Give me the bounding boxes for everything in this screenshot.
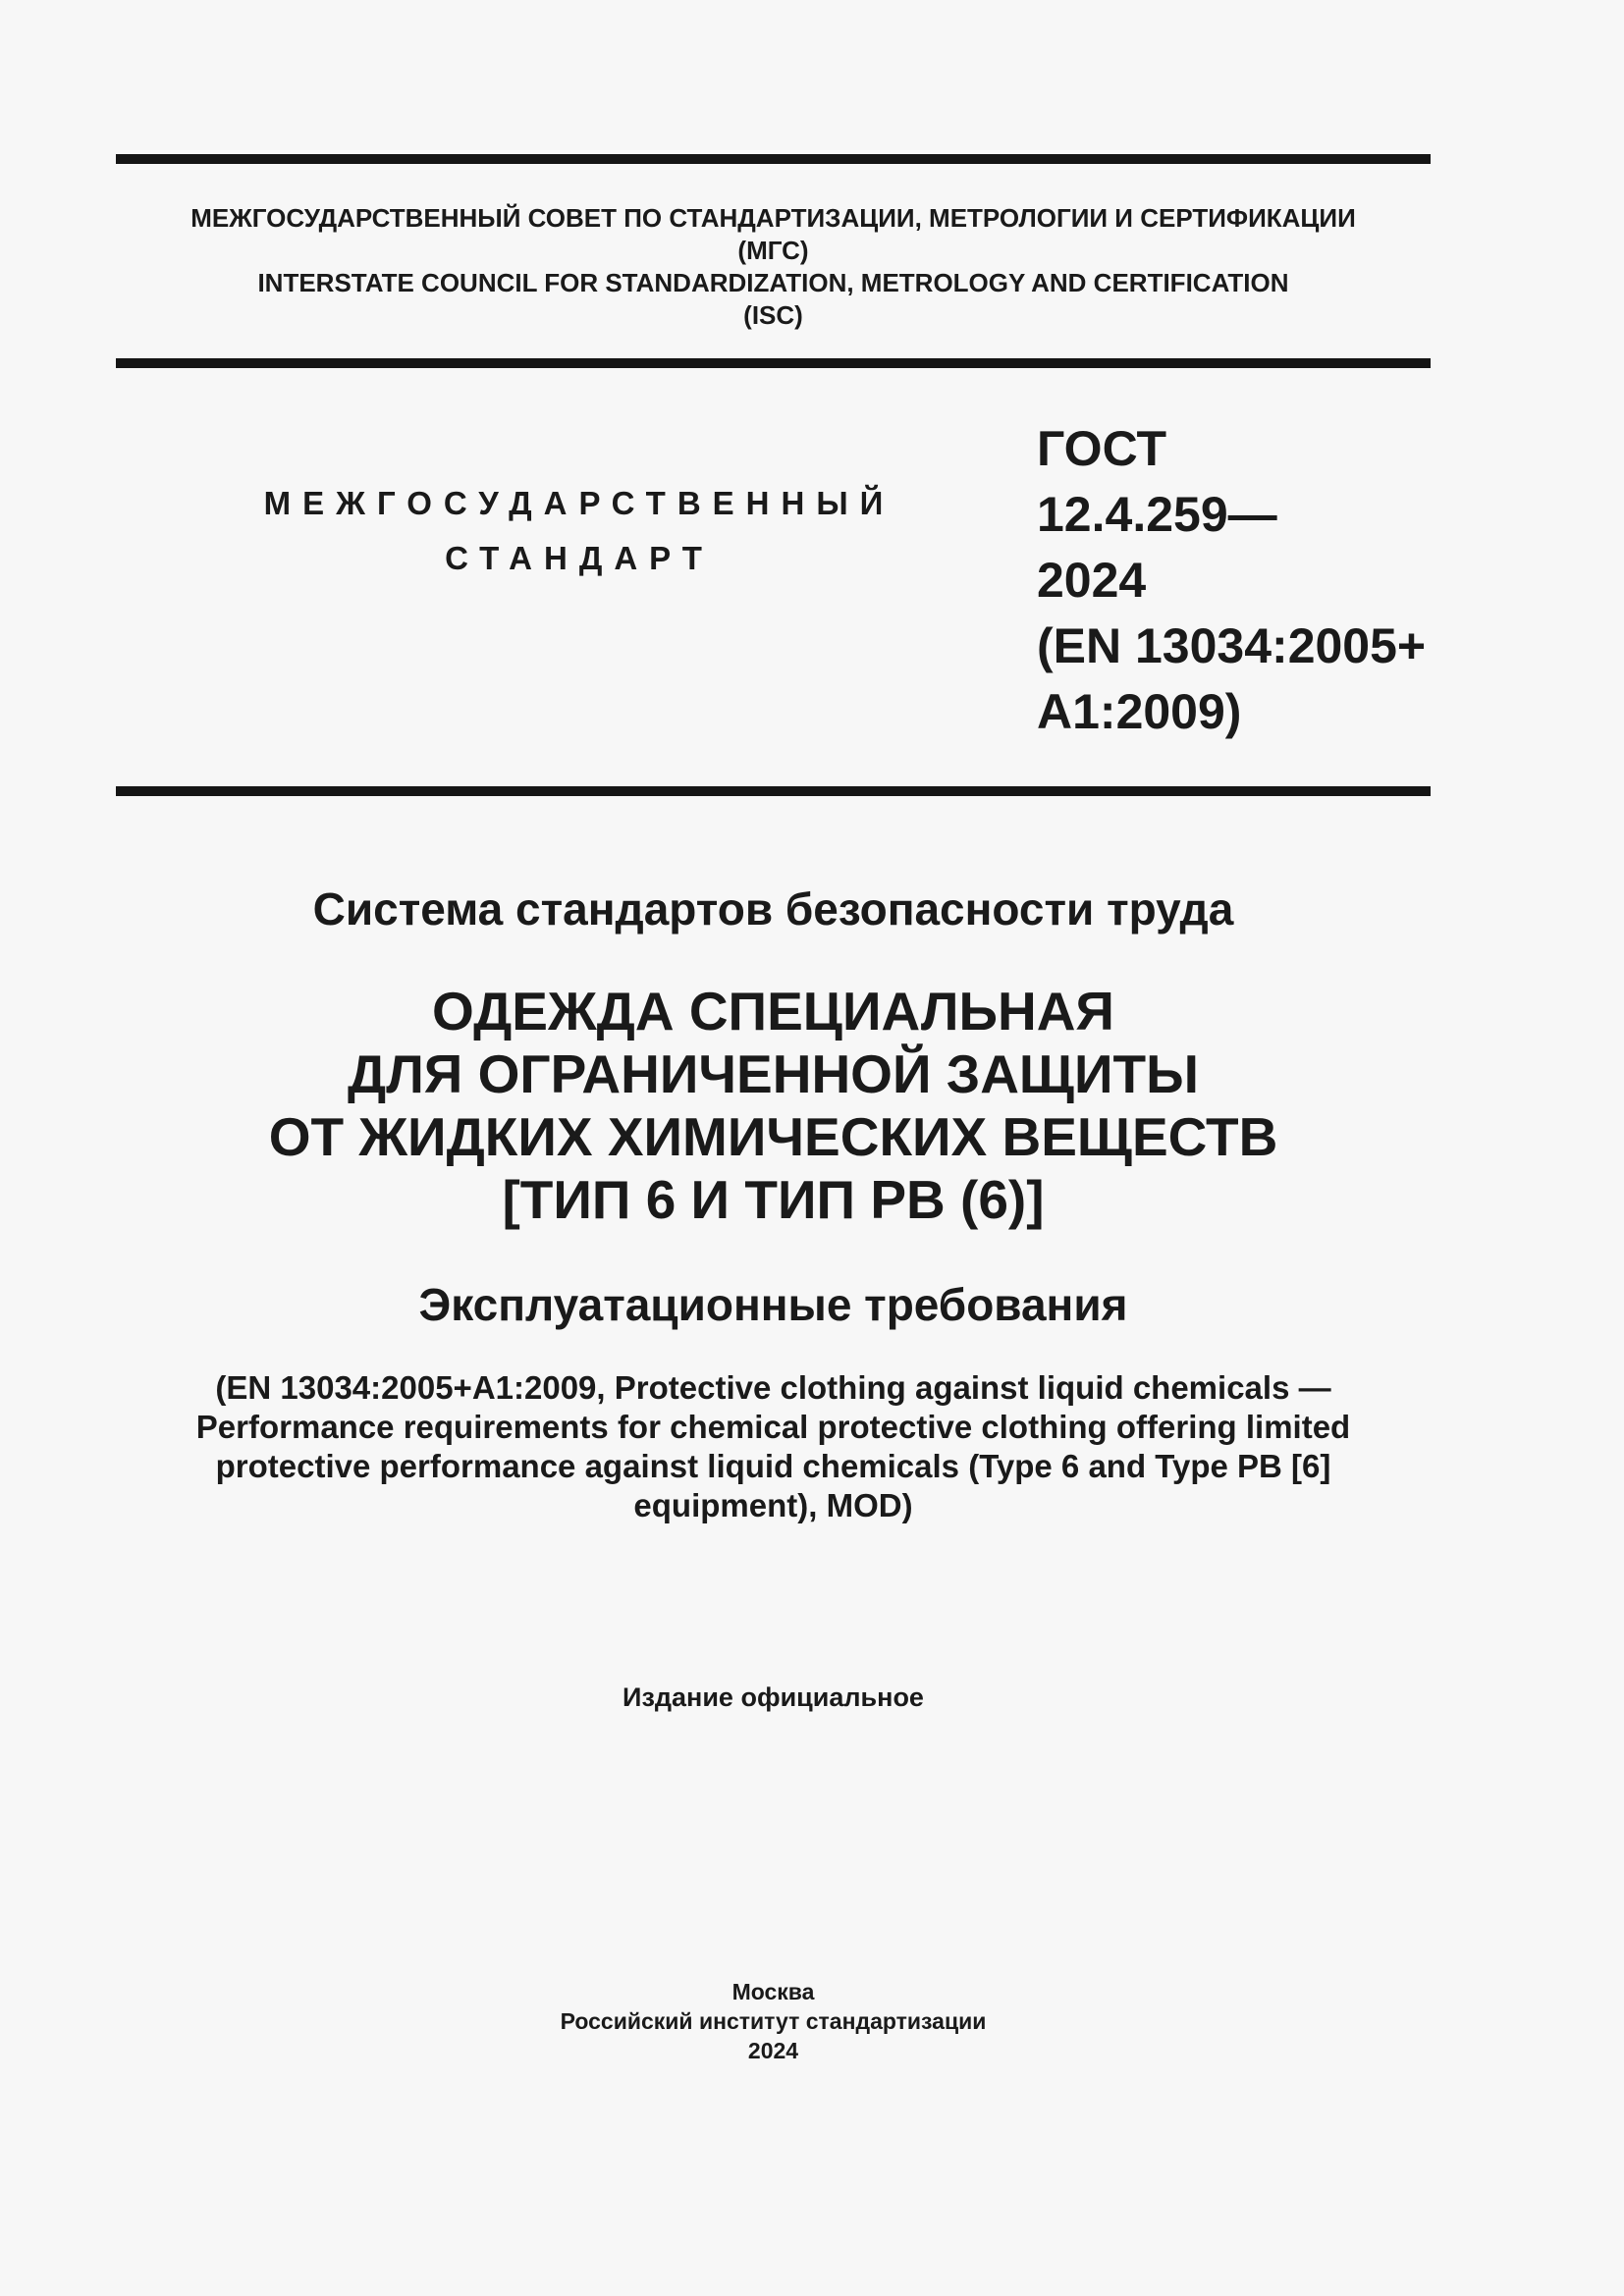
council-abbr-ru: (МГС) [737,236,809,265]
standard-type [245,476,913,586]
en-reference [116,1368,1431,1525]
imprint-city: Москва [731,1979,815,2004]
en-reference-line2: Performance requirements for chemical protective clothing offering limited [195,1409,1351,1445]
main-title-line4: [ТИП 6 И ТИП PB (6)] [502,1169,1045,1230]
en-reference-line3: protective performance against liquid chemicals (Type 6 and Type PB [6] [215,1448,1331,1484]
en-reference-line4: equipment), MOD) [633,1487,913,1523]
main-title [116,980,1431,1231]
designation-line4: (EN 13034:2005+ [1037,618,1427,673]
designation-line2: 12.4.259— [1037,487,1277,542]
series-title: Система стандартов безопасности труда [312,883,1234,934]
standard-type-line1: МЕЖГОСУДАРСТВЕННЫЙ [263,485,895,521]
standard-designation [1037,416,1449,745]
header-bottom-rule [116,358,1431,368]
edition-note: Издание официальное [623,1682,924,1712]
council-header [116,202,1431,332]
main-title-line3: ОТ ЖИДКИХ ХИМИЧЕСКИХ ВЕЩЕСТВ [268,1106,1278,1167]
council-name-en: INTERSTATE COUNCIL FOR STANDARDIZATION, METROLOGY AND CERTIFICATION [257,268,1289,297]
main-title-line2: ДЛЯ ОГРАНИЧЕННОЙ ЗАЩИТЫ [348,1043,1199,1104]
subtitle: Эксплуатационные требования [418,1279,1128,1330]
designation-line1: ГОСТ [1037,421,1166,476]
imprint-publisher: Российский институт стандартизации [560,2008,987,2034]
designation-line3: 2024 [1037,553,1147,608]
imprint-year: 2024 [747,2038,799,2063]
main-title-line1: ОДЕЖДА СПЕЦИАЛЬНАЯ [432,981,1114,1041]
top-rule [116,154,1431,164]
imprint [116,1977,1431,2065]
en-reference-line1: (EN 13034:2005+A1:2009, Protective clothing against liquid chemicals — [215,1369,1331,1406]
designation-line5: A1:2009) [1037,684,1242,739]
council-name-ru: МЕЖГОСУДАРСТВЕННЫЙ СОВЕТ ПО СТАНДАРТИЗАЦИИ, МЕТРОЛОГИИ И СЕРТИФИКАЦИИ [190,203,1356,233]
council-abbr-en: (ISC) [743,300,803,330]
designation-bottom-rule [116,786,1431,796]
standard-type-line2: СТАНДАРТ [445,540,714,576]
